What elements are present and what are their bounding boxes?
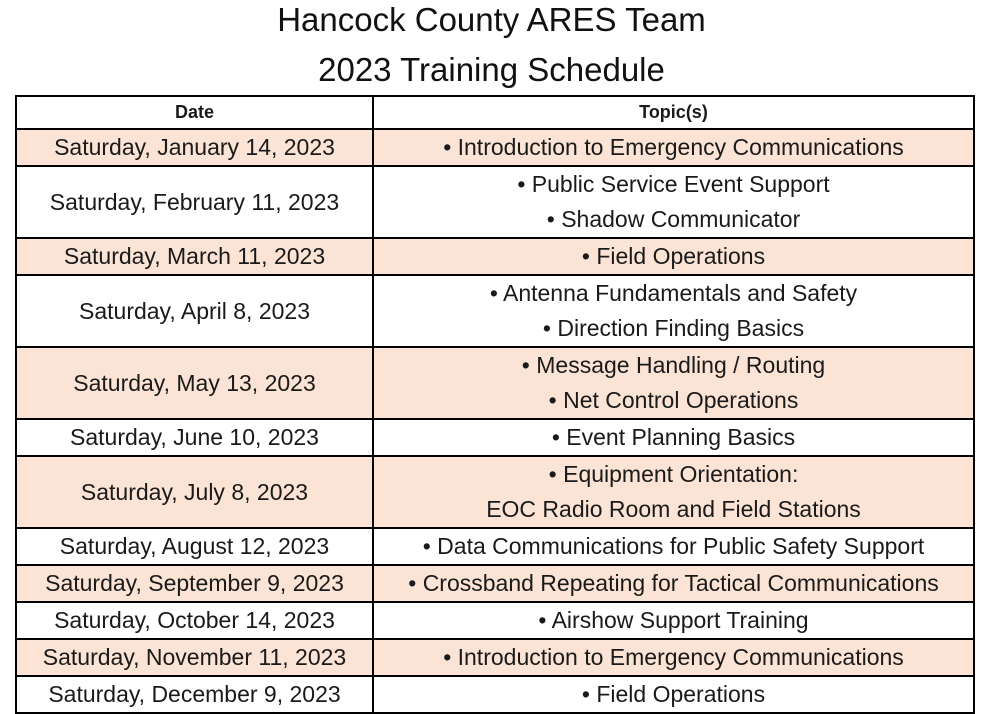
date-cell: Saturday, May 13, 2023 — [16, 347, 373, 419]
topic-item: • Event Planning Basics — [551, 424, 796, 450]
topic-cell — [373, 419, 974, 456]
topic-cell — [373, 565, 974, 602]
table-row — [16, 347, 974, 419]
topic-cell — [373, 676, 974, 713]
topic-item: • Airshow Support Training — [538, 607, 809, 633]
topic-cell — [373, 275, 974, 347]
date-cell: Saturday, October 14, 2023 — [16, 602, 373, 639]
topic-item: • Shadow Communicator — [546, 206, 801, 232]
table-row — [16, 565, 974, 602]
date-cell: Saturday, April 8, 2023 — [16, 275, 373, 347]
table-row — [16, 419, 974, 456]
topic-item: • Direction Finding Basics — [542, 315, 805, 341]
table-row — [16, 129, 974, 166]
header-row — [16, 96, 974, 129]
table-row — [16, 676, 974, 713]
topic-item: • Antenna Fundamentals and Safety — [489, 280, 858, 306]
topic-item: • Field Operations — [581, 681, 766, 707]
table-row — [16, 275, 974, 347]
title-line-2: 2023 Training Schedule — [318, 51, 665, 88]
table-row — [16, 528, 974, 565]
date-cell: Saturday, February 11, 2023 — [16, 166, 373, 238]
table-row — [16, 166, 974, 238]
date-cell: Saturday, November 11, 2023 — [16, 639, 373, 676]
date-column-header: Date — [16, 96, 373, 129]
topic-item: • Equipment Orientation: — [548, 461, 799, 487]
table-row — [16, 456, 974, 528]
topic-cell — [373, 639, 974, 676]
table-row — [16, 639, 974, 676]
date-cell: Saturday, January 14, 2023 — [16, 129, 373, 166]
topic-item: • Crossband Repeating for Tactical Communications — [408, 570, 939, 596]
date-cell: Saturday, September 9, 2023 — [16, 565, 373, 602]
topic-item: • Introduction to Emergency Communications — [443, 644, 904, 670]
schedule-table — [15, 95, 975, 714]
topic-cell — [373, 238, 974, 275]
date-cell: Saturday, August 12, 2023 — [16, 528, 373, 565]
date-cell: Saturday, March 11, 2023 — [16, 238, 373, 275]
title-line-1: Hancock County ARES Team — [277, 1, 706, 38]
date-cell: Saturday, June 10, 2023 — [16, 419, 373, 456]
topic-item: • Introduction to Emergency Communications — [443, 134, 904, 160]
topic-cell — [373, 528, 974, 565]
topic-item: • Public Service Event Support — [517, 171, 830, 197]
topic-cell — [373, 129, 974, 166]
date-cell: Saturday, July 8, 2023 — [16, 456, 373, 528]
table-row — [16, 602, 974, 639]
topic-item: EOC Radio Room and Field Stations — [486, 496, 861, 522]
topic-item: • Field Operations — [581, 243, 766, 269]
schedule-rows — [16, 129, 974, 713]
table-row — [16, 238, 974, 275]
topic-cell — [373, 602, 974, 639]
topic-item: • Message Handling / Routing — [521, 352, 826, 378]
topic-item: • Net Control Operations — [548, 387, 799, 413]
topic-cell — [373, 347, 974, 419]
topic-cell — [373, 166, 974, 238]
topic-cell — [373, 456, 974, 528]
date-cell: Saturday, December 9, 2023 — [16, 676, 373, 713]
topic-column-header: Topic(s) — [373, 96, 974, 129]
topic-item: • Data Communications for Public Safety Support — [422, 533, 925, 559]
